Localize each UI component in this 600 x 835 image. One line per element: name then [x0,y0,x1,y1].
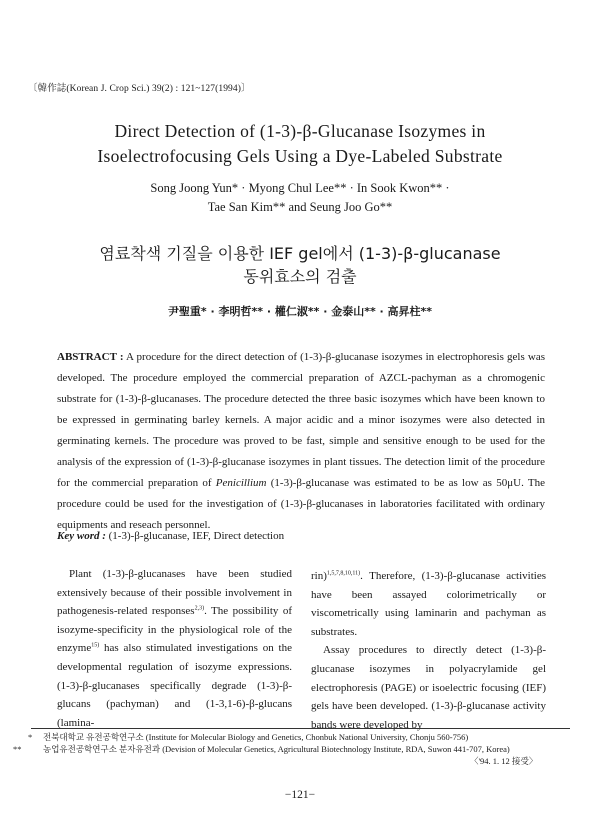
left-col-text-a: Plant (1-3)-β-glucanases have been studied extensively because of their possible involvement in pathogenesis-related responses [57,568,292,618]
citation-sup: 1,5,7,8,10,11) [326,570,361,577]
right-column [311,567,546,734]
footnote-2 [13,743,573,755]
korean-authors: 尹聖重* · 李明哲** · 權仁淑** · 金泰山** · 高昇柱** [167,305,433,318]
citation-sup: 15) [91,642,100,649]
paper-title-line2: Isoelectrofocusing Gels Using a Dye-Labeled Substrate [97,146,503,166]
left-column-paragraph [57,565,292,732]
abstract-label: ABSTRACT : [57,351,124,363]
received-date: 〈'94. 1. 12 接受〉 [470,756,538,766]
footnote-mark: ** [13,744,22,754]
right-col-text-b: . Therefore, (1-3)-β-glucanase activities have been assayed colorimetrically or viscometrically using laminarin and pachyman as substrates. [311,570,546,638]
footnote-text: 농업유전공학연구소 분자유전과 (Devision of Molecular Genetics, Agricultural Biotechnology Institute, RDA, Suwon 441-707, Korea) [43,744,510,754]
abstract-italic-term: Penicillium [215,477,267,489]
footnote-text: 전북대학교 유전공학연구소 (Institute for Molecular Biology and Genetics, Chonbuk National University, Chonju 560-756) [43,732,469,742]
keyword-label: Key word : [57,530,106,542]
left-col-text-b: . The possibility of isozyme-specificity in the physiological role of the enzyme [57,605,292,655]
left-column [57,565,292,732]
footnote-1 [28,731,573,743]
right-col-text-a: rin) [311,570,327,582]
keyword-text: (1-3)-β-glucanase, IEF, Direct detection [105,530,285,542]
korean-title-line1: 염료착색 기질을 이용한 IEF gel에서 (1-3)-β-glucanase [99,244,501,263]
paper-title-line1: Direct Detection of (1-3)-β-Glucanase Isozymes in [114,121,486,141]
korean-title-line2: 동위효소의 검출 [243,267,357,286]
footnote-mark: * [28,732,33,742]
citation-sup: 2,3) [194,605,205,612]
page-number: −121− [284,789,316,801]
left-col-text-c: has also stimulated investigations on the developmental regulation of isozyme expressions. (1-3)-β-glucanases specifically degrade (1-3)-β-glucans (pachyman) and (1-3,1-6)-β-glucans (lamina- [57,642,292,729]
right-column-paragraph-1 [311,567,546,641]
abstract-text-2: (1-3)-β-glucanase was estimated to be as low as 50μU. The procedure could be used for the investigation of (1-3)-β-glucanases in laboratories facilitated with ordinary equipments and reseach personnel. [57,477,545,531]
authors-line1: Song Joong Yun* · Myong Chul Lee** · In Sook Kwon** · [150,181,450,195]
journal-reference: 〔韓作誌(Korean J. Crop Sci.) 39(2) : 121~127(1994)〕 [28,84,251,94]
abstract [57,347,545,536]
authors-line2: Tae San Kim** and Seung Joo Go** [207,200,393,214]
footnote-divider [31,728,570,729]
right-column-paragraph-2: Assay procedures to directly detect (1-3)-β-glucanase isozymes in polyacrylamide gel electrophoresis (PAGE) or isoelectric focusing (IEF) gels have been developed. (1-3)-β-glucanase activity bands were developed by [311,644,546,731]
keywords [57,530,545,542]
abstract-text-1: A procedure for the direct detection of (1-3)-β-glucanase isozymes in electrophoresis gels was developed. The procedure employed the commercial preparation of AZCL-pachyman as a chromogenic substrate for (1-3)-β-glucanases. The procedure detected the three basic isozymes which have been known to be expressed in germinating barley kernels. A major acidic and a minor isozymes were also detected in germinating kernels. The procedure was proved to be fast, simple and sensitive enough to be used for the analysis of the expression of (1-3)-β-glucanase isozymes in plant tissues. The detection limit of the procedure for the commercial preparation of [57,351,546,489]
